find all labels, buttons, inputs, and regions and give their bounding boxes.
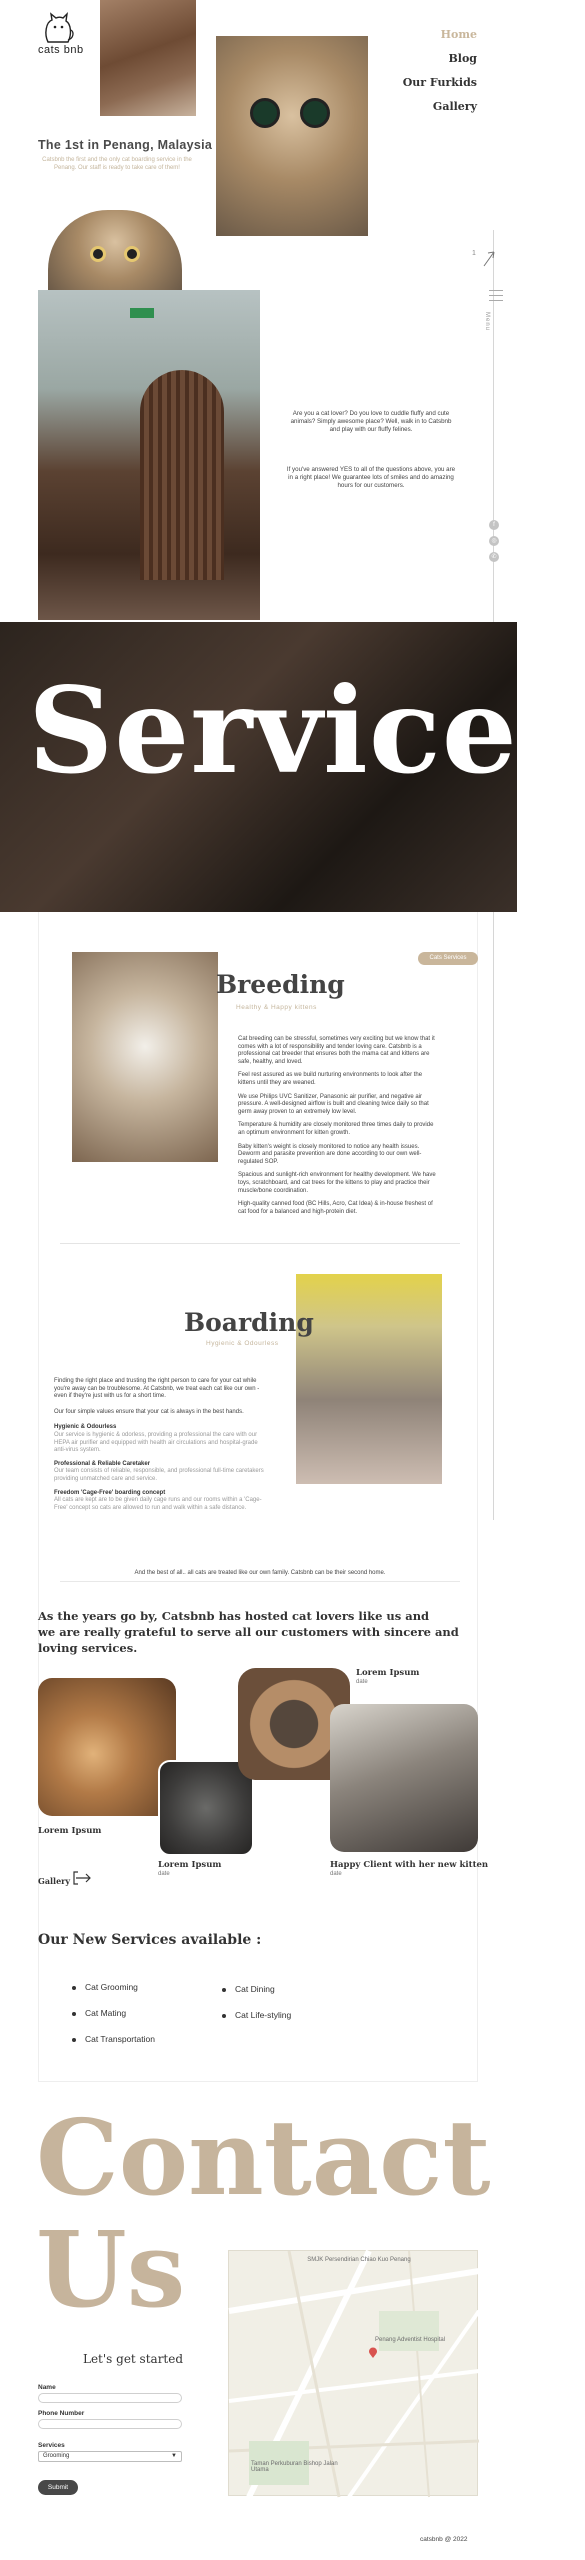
copyright: catsbnb @ 2022 <box>420 2536 468 2543</box>
phone-label: Phone Number <box>38 2410 85 2417</box>
main-nav <box>403 28 477 124</box>
chevron-down-icon: ▼ <box>171 2453 177 2459</box>
service-item: Cat Dining <box>222 1984 275 1994</box>
services-label: Services <box>38 2442 65 2449</box>
section-divider <box>60 1243 460 1244</box>
nav-home[interactable]: Home <box>440 28 477 41</box>
whatsapp-icon[interactable]: ✆ <box>489 552 499 562</box>
nav-gallery[interactable]: Gallery <box>432 100 477 113</box>
intro-paragraph-1: Are you a cat lover? Do you love to cuddle fluffy and cute animals? Simply awesome place? Well, walk in to Catsbnb and play with our fluffy felines. <box>290 410 452 434</box>
hero-photo-cat-peek <box>48 210 182 290</box>
service-item: Cat Mating <box>72 2008 126 2018</box>
arrow-right-icon[interactable] <box>70 1870 92 1886</box>
gallery-photo-2[interactable] <box>158 1760 254 1856</box>
boarding-photo <box>296 1274 442 1484</box>
breeding-title: Breeding <box>216 970 345 999</box>
hero-title: The 1st in Penang, Malaysia <box>38 138 213 152</box>
boarding-title: Boarding <box>184 1308 314 1337</box>
nav-blog[interactable]: Blog <box>448 52 477 65</box>
gallery-date-4: date <box>330 1871 342 1877</box>
breeding-subtitle: Healthy & Happy kittens <box>236 1004 317 1011</box>
phone-input[interactable] <box>38 2419 182 2429</box>
contact-form-title: Let's get started <box>82 2352 184 2366</box>
service-item: Cat Grooming <box>72 1982 138 1992</box>
rail-menu-label[interactable]: Menu <box>484 312 490 332</box>
cats-services-badge[interactable]: Cats Services <box>418 952 478 965</box>
instagram-icon[interactable]: ◎ <box>489 536 499 546</box>
facebook-icon[interactable]: f <box>489 520 499 530</box>
location-map[interactable] <box>228 2250 478 2496</box>
services-select[interactable] <box>38 2451 182 2462</box>
contact-title-word-2: Us <box>36 2208 186 2331</box>
gallery-photo-1[interactable] <box>38 1678 176 1816</box>
map-label-cemetery: Taman Perkuburan Bishop Jalan Utama <box>251 2461 338 2473</box>
menu-icon[interactable] <box>489 290 503 305</box>
nav-our-furkids[interactable]: Our Furkids <box>402 76 477 89</box>
breeding-text: Cat breeding can be stressful, sometimes very exciting but we know that it comes with a lot of responsibility and tender loving care. Catsbnb is a professional cat breeder that ensures both the mama cat and kittens are safe, healthy, and loved. Feel rest assured as we build nurturing environments to look after the kittens until they are weaned. We use Philips UVC Sanitizer, Panasonic air purifier, and negative air pressure. A well-designed airflow is built and cleaning twice daily so that germ away proven to an extremely low level. Temperature & humidity are closely monitored three times daily to provide an optimum environment for kitten growth. Baby kitten's weight is closely monitored to notice any health issues. Deworm and parasite prevention are done according to our own well-regulated SOP. Spacious and sunlight-rich environment for healthy development. We have toys, scratchboard, and cat trees for the kittens to play and practice their muscle/bone coordination. High-quality canned food (BC Hills, Acro, Cat Idea) & in-house freshest of cat food for a balanced and high-protein diet. <box>238 1036 436 1215</box>
gallery-caption-1: Lorem Ipsum <box>38 1826 102 1836</box>
hero-photo-cat-sunglasses <box>216 36 368 236</box>
map-pin-icon <box>369 2345 377 2363</box>
hero-subtitle: Catsbnb the first and the only cat boarding service in the Penang. Our staff is ready to take care of them! <box>42 157 192 171</box>
footline-divider <box>60 1581 460 1582</box>
gallery-date-2: date <box>158 1871 170 1877</box>
boarding-footline: And the best of all.. all cats are treated like our own family. Catsbnb can be their second home. <box>134 1570 386 1576</box>
intro-paragraph-2: If you've answered YES to all of the questions above, you are in a right place! We guarantee lots of smiles and do amazing hours for our customers. <box>286 466 456 490</box>
name-label: Name <box>38 2384 56 2391</box>
rail-arrow-icon[interactable] <box>482 250 496 273</box>
submit-button[interactable]: Submit <box>38 2480 78 2495</box>
boarding-text: Finding the right place and trusting the right person to care for your cat while you're away can be troublesome. At Catsbnb, we treat each cat like our own - even if they're just with us for a short time. Our four simple values ensure that your cat is always in the best hands. Hygienic & Odourless Our service is hygienic & odorless, providing a professional the care with our HEPA air purifier and equipped with health air circulations and hospital-grade anti-virus system. Professional & Reliable Caretaker Our team consists of reliable, responsible, and professional full-time caretakers providing unmatched care and service. Freedom 'Cage-Free' boarding concept All cats are kept are to be given daily cage runs and our rooms within a 'Cage-Free' concept so cats are allowed to run and walk within a safe distance. <box>54 1378 264 1511</box>
rail-page-number: 1 <box>472 250 476 257</box>
new-services-title: Our New Services available : <box>38 1932 262 1948</box>
gallery-caption-4: Happy Client with her new kitten <box>330 1860 489 1870</box>
interior-photo <box>38 290 260 620</box>
gallery-caption-2: Lorem Ipsum <box>158 1860 222 1870</box>
gallery-date-3: date <box>356 1679 368 1685</box>
hero-photo-cabinet <box>100 0 196 116</box>
logo-text[interactable]: cats bnb <box>38 44 84 56</box>
map-label-hospital: Penang Adventist Hospital <box>375 2337 446 2343</box>
gallery-link[interactable]: Gallery <box>38 1876 71 1886</box>
breeding-photo <box>72 952 218 1162</box>
services-banner-title: Services <box>28 661 585 800</box>
map-label-school: SMJK Persendirian Chiao Kuo Penang <box>307 2257 411 2263</box>
contact-title-word-1: Contact <box>36 2096 491 2219</box>
service-item: Cat Life-styling <box>222 2010 291 2020</box>
gallery-photo-4[interactable] <box>330 1704 478 1852</box>
service-item: Cat Transportation <box>72 2034 155 2044</box>
logo-cat-icon[interactable] <box>40 12 76 44</box>
gallery-caption-3: Lorem Ipsum <box>356 1668 420 1678</box>
gratitude-statement: As the years go by, Catsbnb has hosted cat lovers like us and we are really grateful to serve all our customers with sincere and loving services. <box>38 1609 459 1655</box>
boarding-subtitle: Hygienic & Odourless <box>206 1340 279 1347</box>
name-input[interactable] <box>38 2393 182 2403</box>
services-selected-value: Grooming <box>43 2453 70 2459</box>
